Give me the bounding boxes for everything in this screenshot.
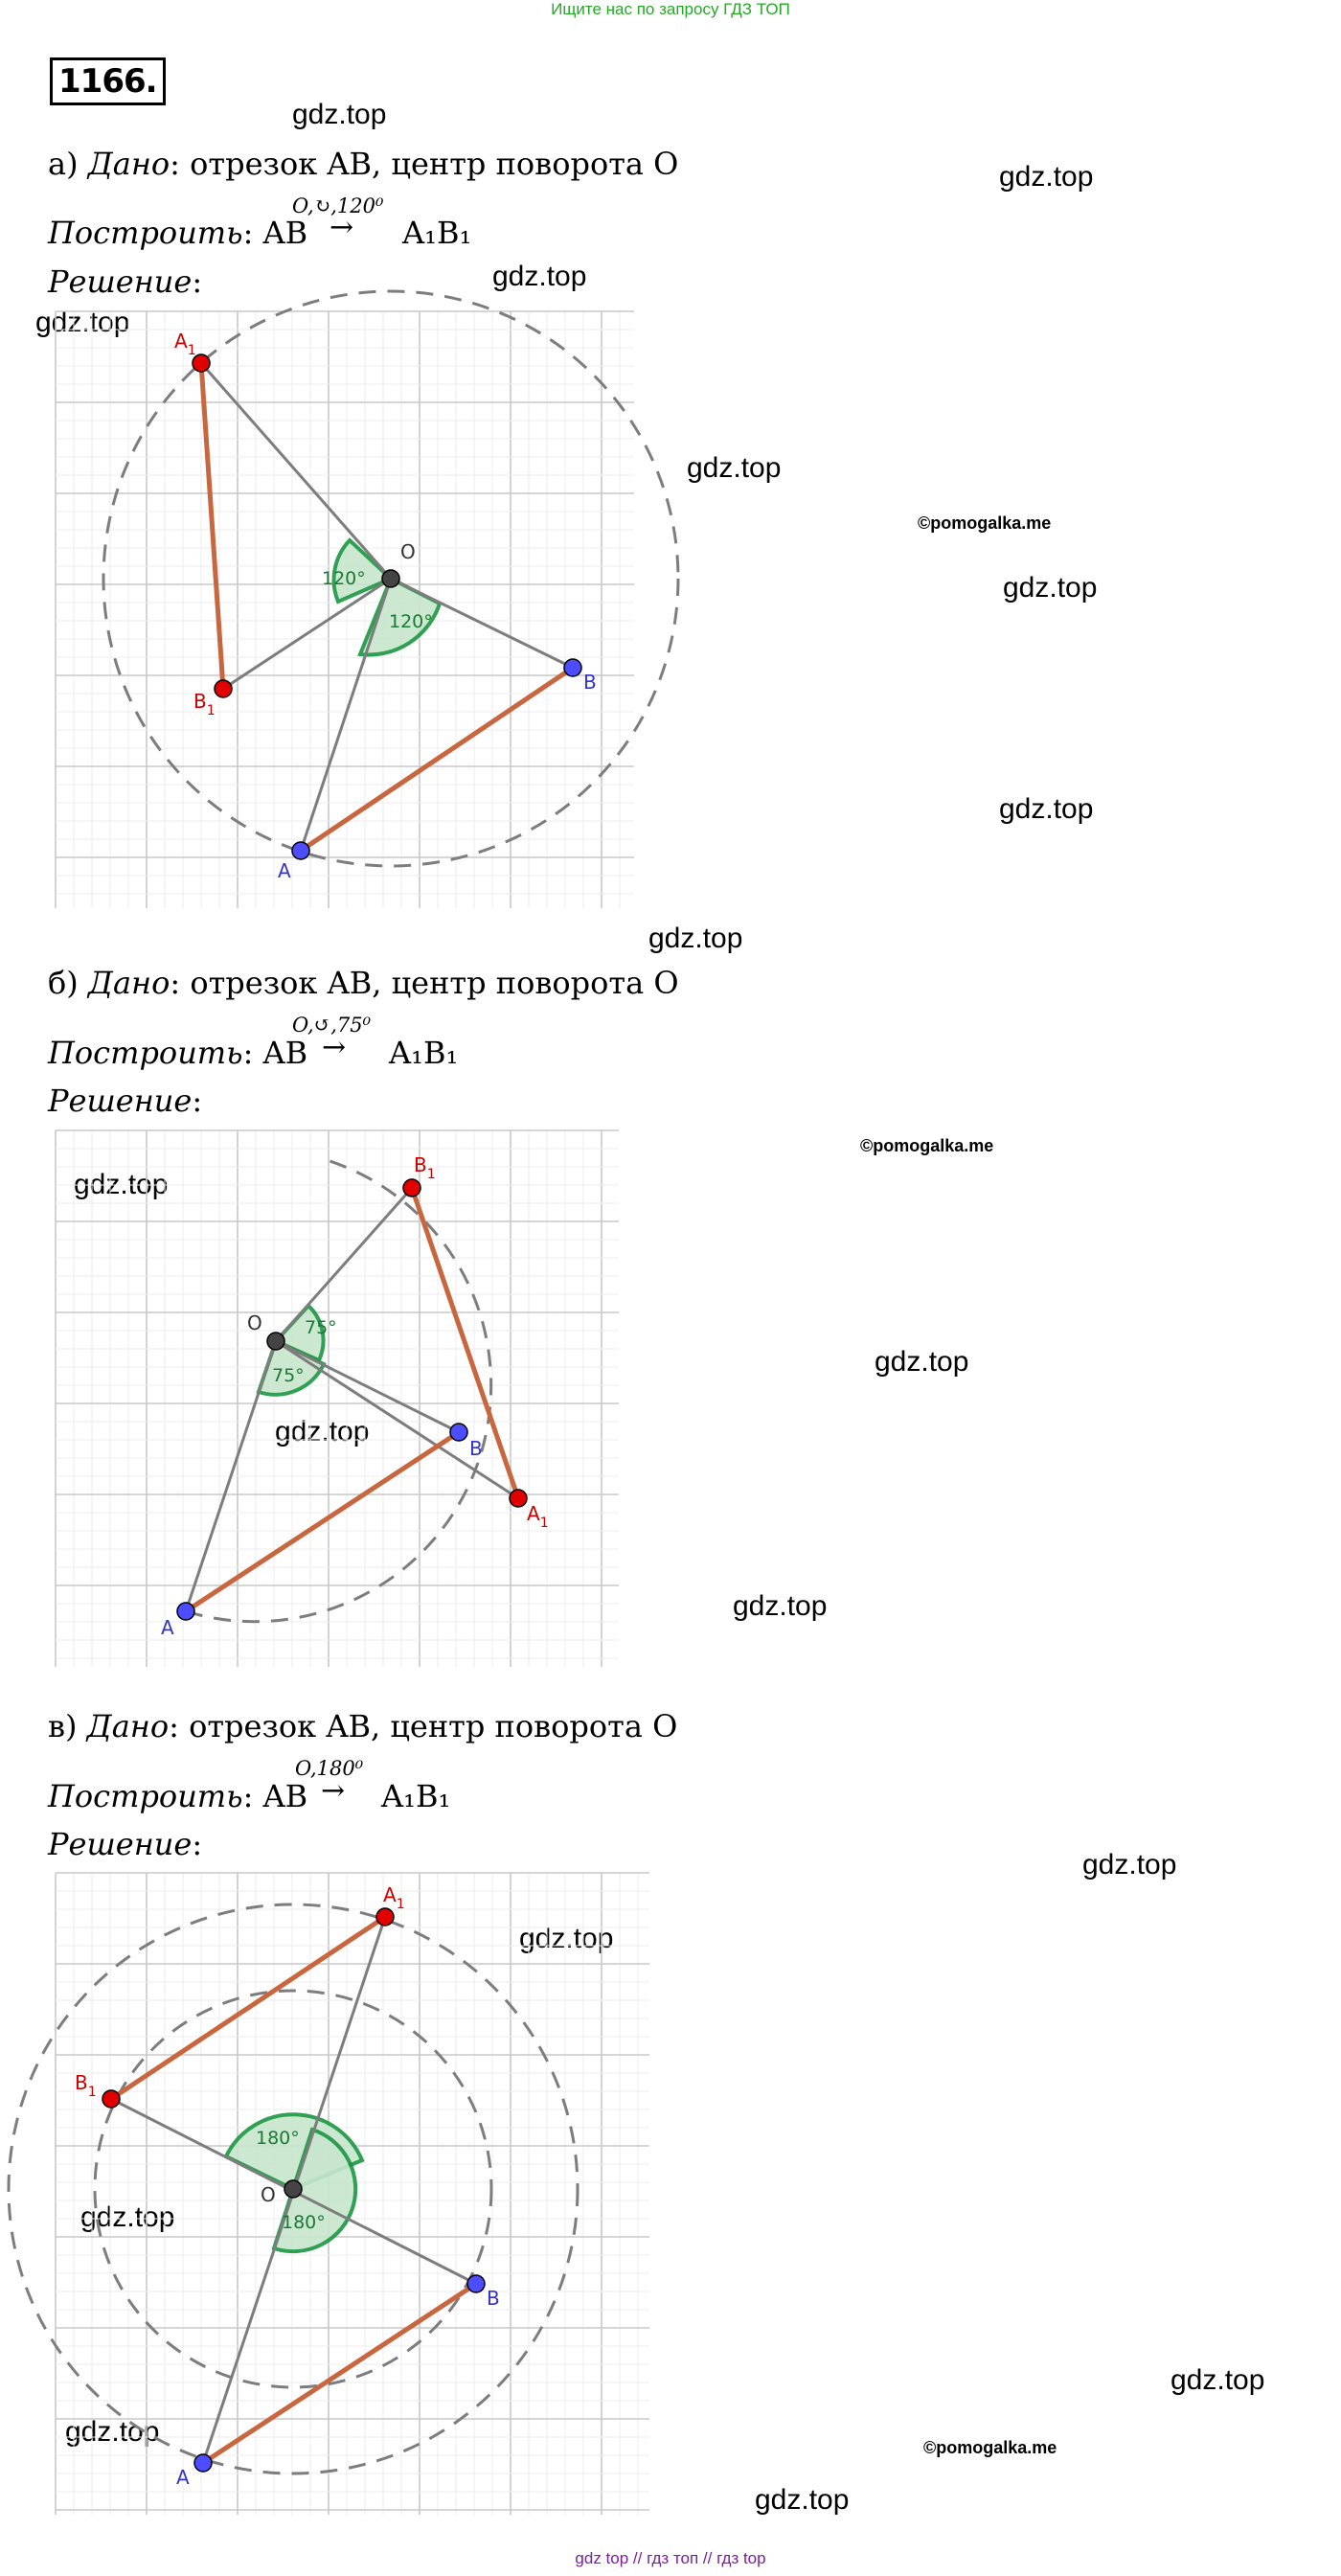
watermark: gdz.top (65, 2416, 160, 2448)
solution-line-a: Решение: (48, 263, 203, 300)
watermark: gdz.top (875, 1346, 969, 1378)
watermark: gdz.top (733, 1590, 828, 1622)
transform-label-b: O,↺,75⁰ (292, 1014, 372, 1037)
label-a: A (161, 1616, 174, 1639)
point-b1 (403, 1179, 420, 1197)
label-b1: $B_1$ (414, 1153, 436, 1182)
footer-links[interactable]: gdz top // гдз топ // гдз top (575, 2549, 766, 2567)
ray-o-b1 (276, 1188, 412, 1341)
angle-label-1: 120° (322, 568, 366, 589)
ray-o-b1 (223, 579, 391, 689)
ray-o-a1 (201, 363, 391, 579)
label-o: O (261, 2183, 276, 2206)
point-a (194, 2454, 212, 2472)
point-b (467, 2275, 485, 2292)
label-a1: $A_1$ (527, 1502, 549, 1531)
watermark: gdz.top (648, 923, 743, 954)
watermark: gdz.top (74, 1169, 169, 1200)
point-b (450, 1424, 467, 1441)
angle-label-2: 180° (282, 2212, 326, 2233)
center-o (382, 570, 399, 587)
label-b1: $B_1$ (193, 690, 216, 718)
label-b: B (583, 671, 597, 694)
watermark: gdz.top (687, 452, 782, 484)
watermark: gdz.top (35, 307, 130, 338)
grid (56, 1130, 619, 1667)
watermark: gdz.top (292, 99, 387, 130)
label-b: B (469, 1437, 483, 1460)
watermark: gdz.top (1003, 572, 1098, 604)
build-line-b: Построить: AB (48, 1035, 308, 1071)
point-b (564, 659, 581, 676)
label-a: A (278, 859, 291, 882)
copyright-watermark: ©pomogalka.me (918, 513, 1052, 533)
label-a: A (176, 2466, 190, 2489)
angle-label-2: 120° (389, 611, 433, 632)
top-banner: Ищите нас по запросу ГДЗ ТОП (551, 0, 790, 18)
watermark: gdz.top (999, 793, 1094, 825)
watermark: gdz.top (492, 261, 587, 292)
watermark: gdz.top (275, 1416, 370, 1448)
label-a1: $A_1$ (174, 330, 196, 358)
label-b: B (487, 2287, 500, 2310)
watermark: gdz.top (755, 2484, 850, 2516)
label-o: O (247, 1311, 262, 1334)
segment-ab (186, 1432, 459, 1611)
transform-label-c: O,180⁰ (295, 1757, 364, 1780)
given-line-c: в) Дано: отрезок AB, центр поворота O (48, 1708, 678, 1744)
copyright-watermark: ©pomogalka.me (860, 1136, 994, 1155)
watermark: gdz.top (999, 161, 1094, 193)
watermark: gdz.top (1171, 2364, 1265, 2396)
arrow-c: → (321, 1774, 346, 1808)
point-a (292, 842, 309, 859)
point-a1 (510, 1490, 527, 1507)
given-line-b: б) Дано: отрезок AB, центр поворота O (48, 965, 679, 1001)
watermark: gdz.top (1082, 1849, 1177, 1881)
result-a: A₁B₁ (402, 215, 472, 251)
figure-a (56, 311, 634, 908)
arrow-b: → (322, 1031, 347, 1064)
segment-a1b1 (201, 363, 223, 689)
angle-label-1: 75° (305, 1317, 337, 1338)
label-b1: $B_1$ (75, 2071, 97, 2100)
figure-b (56, 1130, 619, 1667)
figure-c (56, 1873, 649, 2515)
copyright-watermark: ©pomogalka.me (923, 2438, 1057, 2457)
given-line-a: а) Дано: отрезок AB, центр поворота O (48, 146, 679, 182)
point-a1 (376, 1908, 394, 1926)
segment-a1b1 (111, 1917, 385, 2099)
rotation-circle-arc (186, 1159, 491, 1622)
solution-line-b: Решение: (48, 1083, 203, 1119)
solution-line-c: Решение: (48, 1826, 203, 1862)
build-line-a: Построить: AB (48, 215, 308, 251)
point-b1 (102, 2090, 120, 2108)
build-line-c: Построить: AB (48, 1778, 308, 1814)
label-a1: $A_1$ (383, 1883, 405, 1912)
result-c: A₁B₁ (381, 1778, 451, 1814)
ray-o-a (301, 579, 391, 851)
label-o: O (400, 540, 416, 563)
point-b1 (215, 680, 232, 697)
angle-label-2: 75° (272, 1365, 305, 1386)
result-b: A₁B₁ (389, 1035, 459, 1071)
point-a (177, 1603, 194, 1620)
segment-ab (301, 668, 573, 851)
arrow-a: → (330, 211, 354, 244)
angle-label-1: 180° (256, 2128, 300, 2149)
center-o (284, 2180, 302, 2198)
problem-number: 1166. (50, 57, 166, 105)
watermark: gdz.top (80, 2201, 175, 2233)
watermark: gdz.top (519, 1923, 614, 1954)
center-o (267, 1333, 284, 1350)
transform-label-a: O,↻,120⁰ (292, 194, 384, 217)
